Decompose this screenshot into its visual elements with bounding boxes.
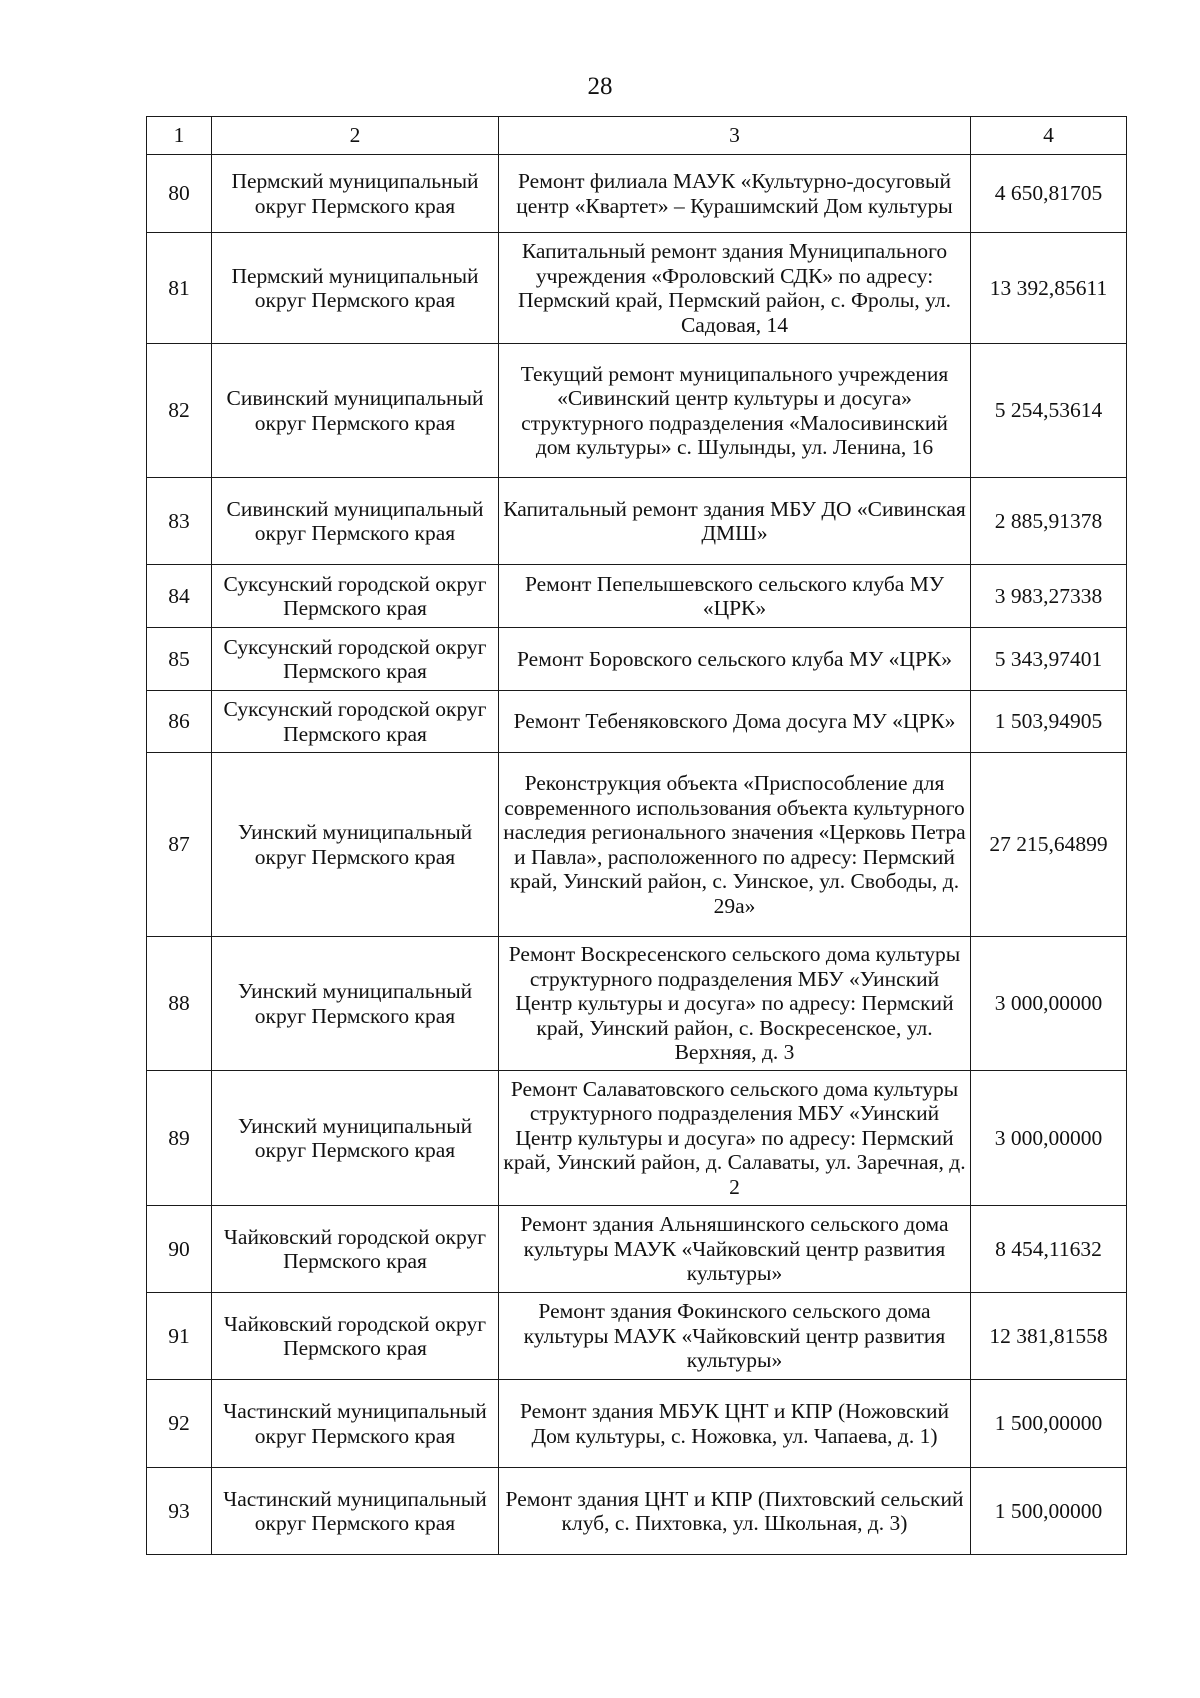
- table-row: [147, 753, 1127, 937]
- row-description: Ремонт здания Альняшинского сельского дома культуры МАУК «Чайковский центр развития культуры»: [499, 1206, 971, 1293]
- column-header-number: 1: [147, 117, 212, 155]
- table-row: [147, 691, 1127, 753]
- row-number: 93: [147, 1468, 212, 1555]
- row-amount: 2 885,91378: [971, 478, 1127, 565]
- row-amount: 12 381,81558: [971, 1293, 1127, 1380]
- column-header-amount: 4: [971, 117, 1127, 155]
- table-row: [147, 233, 1127, 344]
- row-number: 83: [147, 478, 212, 565]
- row-number: 90: [147, 1206, 212, 1293]
- table-row: [147, 155, 1127, 233]
- row-district: Сивинский муниципальный округ Пермского края: [212, 344, 499, 478]
- row-district: Суксунский городской округ Пермского края: [212, 691, 499, 753]
- row-amount: 1 503,94905: [971, 691, 1127, 753]
- row-district: Уинский муниципальный округ Пермского края: [212, 937, 499, 1071]
- row-description: Ремонт Воскресенского сельского дома культуры структурного подразделения МБУ «Уинский Центр культуры и досуга» по адресу: Пермский край, Уинский район, с. Воскресенское, ул. Верхняя, д. 3: [499, 937, 971, 1071]
- table-row: [147, 478, 1127, 565]
- row-number: 82: [147, 344, 212, 478]
- row-description: Ремонт здания ЦНТ и КПР (Пихтовский сельский клуб, с. Пихтовка, ул. Школьная, д. 3): [499, 1468, 971, 1555]
- table-row: [147, 1071, 1127, 1206]
- row-district: Сивинский муниципальный округ Пермского края: [212, 478, 499, 565]
- row-number: 84: [147, 565, 212, 628]
- table-row: [147, 937, 1127, 1071]
- row-district: Чайковский городской округ Пермского края: [212, 1293, 499, 1380]
- table-row: [147, 565, 1127, 628]
- table-row: [147, 1468, 1127, 1555]
- row-number: 80: [147, 155, 212, 233]
- row-district: Чайковский городской округ Пермского края: [212, 1206, 499, 1293]
- table-row: [147, 1293, 1127, 1380]
- row-district: Частинский муниципальный округ Пермского края: [212, 1380, 499, 1468]
- row-district: Пермский муниципальный округ Пермского края: [212, 233, 499, 344]
- row-amount: 4 650,81705: [971, 155, 1127, 233]
- table-row: [147, 1380, 1127, 1468]
- row-district: Суксунский городской округ Пермского края: [212, 565, 499, 628]
- row-description: Ремонт здания Фокинского сельского дома культуры МАУК «Чайковский центр развития культуры»: [499, 1293, 971, 1380]
- row-amount: 3 000,00000: [971, 937, 1127, 1071]
- row-description: Ремонт Салаватовского сельского дома культуры структурного подразделения МБУ «Уинский Центр культуры и досуга» по адресу: Пермский край, Уинский район, д. Салаваты, ул. Заречная, д. 2: [499, 1071, 971, 1206]
- row-description: Ремонт здания МБУК ЦНТ и КПР (Ножовский Дом культуры, с. Ножовка, ул. Чапаева, д. 1): [499, 1380, 971, 1468]
- table-row: [147, 344, 1127, 478]
- row-district: Суксунский городской округ Пермского края: [212, 628, 499, 691]
- row-description: Ремонт Пепелышевского сельского клуба МУ «ЦРК»: [499, 565, 971, 628]
- row-amount: 3 983,27338: [971, 565, 1127, 628]
- header-row: [147, 117, 1127, 155]
- row-number: 92: [147, 1380, 212, 1468]
- row-district: Пермский муниципальный округ Пермского края: [212, 155, 499, 233]
- row-amount: 3 000,00000: [971, 1071, 1127, 1206]
- row-amount: 5 343,97401: [971, 628, 1127, 691]
- page-number: 28: [587, 73, 613, 100]
- row-description: Капитальный ремонт здания МБУ ДО «Сивинская ДМШ»: [499, 478, 971, 565]
- row-number: 85: [147, 628, 212, 691]
- row-description: Капитальный ремонт здания Муниципального учреждения «Фроловский СДК» по адресу: Пермский край, Пермский район, с. Фролы, ул. Садовая, 14: [499, 233, 971, 344]
- column-header-description: 3: [499, 117, 971, 155]
- row-number: 87: [147, 753, 212, 937]
- row-description: Ремонт филиала МАУК «Культурно-досуговый центр «Квартет» – Курашимский Дом культуры: [499, 155, 971, 233]
- row-number: 88: [147, 937, 212, 1071]
- table-row: [147, 1206, 1127, 1293]
- column-header-district: 2: [212, 117, 499, 155]
- row-amount: 1 500,00000: [971, 1468, 1127, 1555]
- row-amount: 8 454,11632: [971, 1206, 1127, 1293]
- row-description: Ремонт Тебеняковского Дома досуга МУ «ЦРК»: [499, 691, 971, 753]
- row-number: 91: [147, 1293, 212, 1380]
- funding-table: [146, 116, 1127, 1555]
- row-number: 81: [147, 233, 212, 344]
- table-row: [147, 628, 1127, 691]
- row-amount: 1 500,00000: [971, 1380, 1127, 1468]
- row-district: Уинский муниципальный округ Пермского края: [212, 1071, 499, 1206]
- row-description: Реконструкция объекта «Приспособление для современного использования объекта культурного наследия регионального значения «Церковь Петра и Павла», расположенного по адресу: Пермский край, Уинский район, с. Уинское, ул. Свободы, д. 29а»: [499, 753, 971, 937]
- row-number: 89: [147, 1071, 212, 1206]
- row-description: Ремонт Боровского сельского клуба МУ «ЦРК»: [499, 628, 971, 691]
- row-amount: 5 254,53614: [971, 344, 1127, 478]
- row-amount: 13 392,85611: [971, 233, 1127, 344]
- row-district: Уинский муниципальный округ Пермского края: [212, 753, 499, 937]
- row-number: 86: [147, 691, 212, 753]
- row-district: Частинский муниципальный округ Пермского края: [212, 1468, 499, 1555]
- row-description: Текущий ремонт муниципального учреждения «Сивинский центр культуры и досуга» структурного подразделения «Малосивинский дом культуры» с. Шулынды, ул. Ленина, 16: [499, 344, 971, 478]
- row-amount: 27 215,64899: [971, 753, 1127, 937]
